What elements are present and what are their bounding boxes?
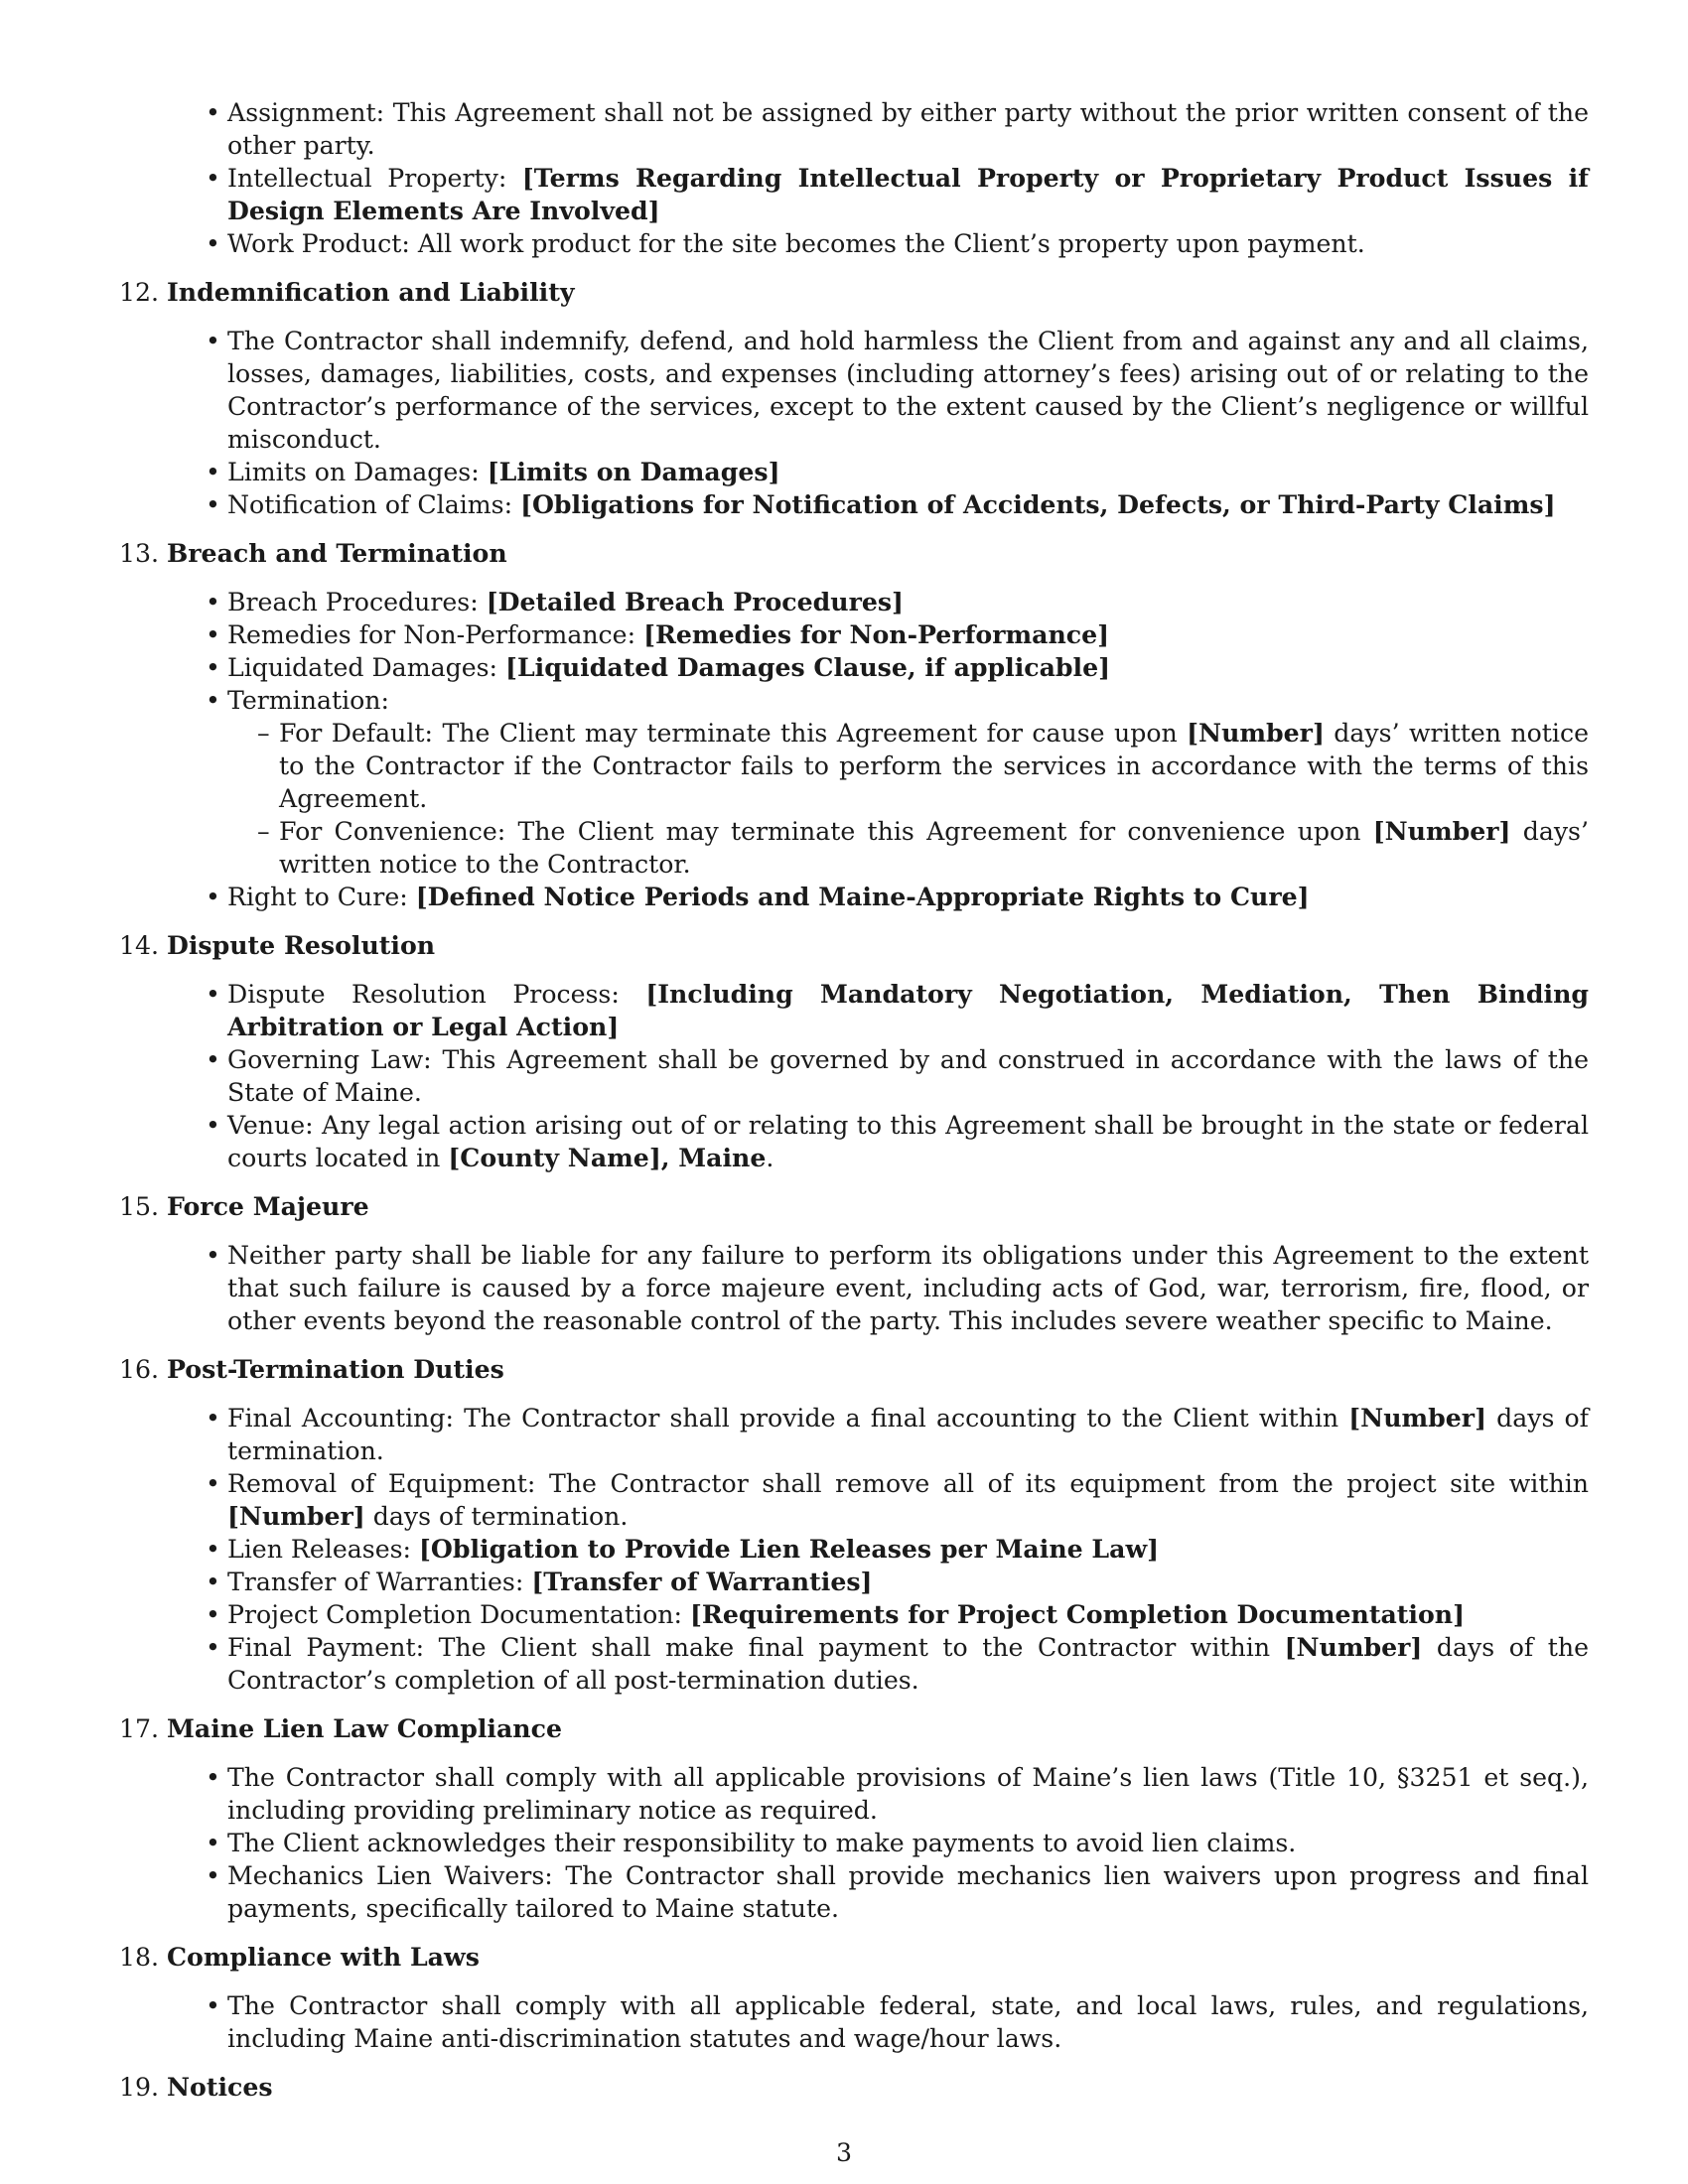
section-compliance (119, 1941, 1589, 2055)
list-item: • Final Accounting: The Contractor shall provide a final accounting to the Client within [Number] days of termination. (227, 1402, 1589, 1467)
list-item: • The Contractor shall indemnify, defend, and hold harmless the Client from and against any and all claims, losses, damages, liabilities, costs, and expenses (including attorney’s fees) arising out of or relating to the Contractor’s performance of the services, except to the extent caused by the Client’s negligence or willful misconduct. (227, 325, 1589, 456)
list-item: • Transfer of Warranties: [Transfer of Warranties] (227, 1566, 1589, 1598)
list-item: • Assignment: This Agreement shall not be assigned by either party without the prior written consent of the other party. (227, 96, 1589, 162)
section-lien-law (119, 1712, 1589, 1925)
section-heading: 19. Notices (119, 2072, 273, 2102)
list-item: • Breach Procedures: [Detailed Breach Procedures] (227, 586, 1589, 618)
list-item: • Dispute Resolution Process: [Including Mandatory Negotiation, Mediation, Then Binding Arbitration or Legal Action] (227, 978, 1589, 1043)
section-force-majeure (119, 1190, 1589, 1337)
page-number: 3 (835, 2138, 853, 2167)
sub-list-item: – For Convenience: The Client may terminate this Agreement for convenience upon [Number] days’ written notice to the Contractor. (279, 815, 1589, 881)
document-page (119, 96, 1590, 2119)
sub-list-item: – For Default: The Client may terminate this Agreement for cause upon [Number] days’ written notice to the Contractor if the Contractor fails to perform the services in accordance with the terms of this Agreement. (279, 717, 1589, 815)
section-indemnification (119, 276, 1589, 521)
list-item: • Work Product: All work product for the site becomes the Client’s property upon payment. (227, 227, 1589, 260)
section-notices (119, 2071, 1589, 2104)
continued-list (167, 96, 1589, 260)
section-list (167, 1761, 1589, 1925)
list-item: • Governing Law: This Agreement shall be governed by and construed in accordance with the laws of the State of Maine. (227, 1043, 1589, 1109)
section-list (167, 1402, 1589, 1697)
list-item: • Venue: Any legal action arising out of or relating to this Agreement shall be brought in the state or federal courts located in [County Name], Maine. (227, 1109, 1589, 1174)
list-item: • Neither party shall be liable for any failure to perform its obligations under this Agreement to the extent that such failure is caused by a force majeure event, including acts of God, war, terrorism, fire, flood, or other events beyond the reasonable control of the party. This includes severe weather specific to Maine. (227, 1239, 1589, 1337)
list-item: • Notification of Claims: [Obligations for Notification of Accidents, Defects, or Third-Party Claims] (227, 488, 1589, 521)
section-list (167, 978, 1589, 1174)
list-item: • Project Completion Documentation: [Requirements for Project Completion Documentation] (227, 1598, 1589, 1631)
section-heading: 16. Post-Termination Duties (119, 1354, 504, 1384)
section-list (167, 1989, 1589, 2055)
section-heading: 13. Breach and Termination (119, 538, 507, 568)
list-item: • The Contractor shall comply with all applicable provisions of Maine’s lien laws (Title 10, §3251 et seq.), including providing preliminary notice as required. (227, 1761, 1589, 1827)
section-list (167, 586, 1589, 913)
list-item: • Limits on Damages: [Limits on Damages] (227, 456, 1589, 488)
section-list (167, 1239, 1589, 1337)
list-item: • The Contractor shall comply with all applicable federal, state, and local laws, rules, and regulations, including Maine anti-discrimination statutes and wage/hour laws. (227, 1989, 1589, 2055)
sub-list (227, 717, 1589, 881)
list-item: • Intellectual Property: [Terms Regarding Intellectual Property or Proprietary Product Issues if Design Elements Are Involved] (227, 162, 1589, 227)
section-heading: 17. Maine Lien Law Compliance (119, 1713, 562, 1743)
list-item: • Removal of Equipment: The Contractor shall remove all of its equipment from the project site within [Number] days of termination. (227, 1467, 1589, 1533)
list-item: • Lien Releases: [Obligation to Provide Lien Releases per Maine Law] (227, 1533, 1589, 1566)
section-list (167, 325, 1589, 521)
list-item: • Final Payment: The Client shall make final payment to the Contractor within [Number] days of the Contractor’s completion of all post-termination duties. (227, 1631, 1589, 1697)
list-item: • Remedies for Non-Performance: [Remedies for Non-Performance] (227, 618, 1589, 651)
section-heading: 15. Force Majeure (119, 1191, 369, 1221)
section-heading: 18. Compliance with Laws (119, 1942, 480, 1972)
section-heading: 12. Indemnification and Liability (119, 277, 575, 307)
section-post-termination (119, 1353, 1590, 1697)
section-breach-termination (119, 537, 1589, 913)
list-item: • Right to Cure: [Defined Notice Periods and Maine-Appropriate Rights to Cure] (227, 881, 1589, 913)
list-item: • Mechanics Lien Waivers: The Contractor shall provide mechanics lien waivers upon progress and final payments, specifically tailored to Maine statute. (227, 1859, 1589, 1925)
list-item: • The Client acknowledges their responsibility to make payments to avoid lien claims. (227, 1827, 1589, 1859)
section-dispute-resolution (119, 929, 1590, 1174)
section-heading: 14. Dispute Resolution (119, 930, 436, 960)
list-item: • Liquidated Damages: [Liquidated Damages Clause, if applicable] (227, 651, 1589, 684)
list-item: • Termination: – For Default: The Client may terminate this Agreement for cause upon [Number] days’ written notice to the Contractor if the Contractor fails to perform the services in accordance with the terms of this Agreement. – For Convenience: The Client may terminate this Agreement for convenience upon [Number] days’ written notice to the Contractor. (227, 684, 1589, 881)
